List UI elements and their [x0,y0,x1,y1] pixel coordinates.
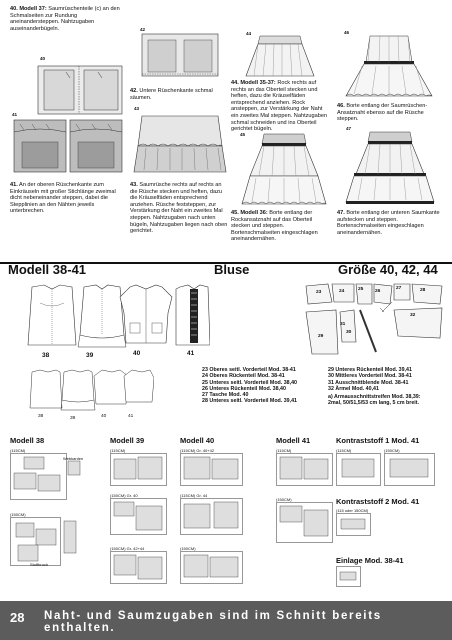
cutting-layout-m41-a [276,453,336,489]
layout-title-m41: Modell 41 [276,436,311,445]
figure-40-illustration [36,62,124,120]
layout-title-k2: Kontraststoff 2 Mod. 41 [336,497,420,506]
cutting-layout-m40-c [180,551,246,587]
step-num: 45. [231,210,239,216]
figure-45-illustration [240,132,328,208]
legend-item: 31 Ausschnittblende Mod. 38-41 [328,379,409,386]
layout-width: (150CM) [10,512,26,517]
cutting-layout-m41-b [276,502,336,546]
layout-width: (150CM) [180,546,196,551]
figure-47-illustration [342,130,438,208]
step-label: Modell 35-37: [240,80,276,86]
back-label-39: 39 [70,416,76,421]
step-body: Untere Rüschenkante schmal säumen. [130,88,213,101]
cutting-layout-m39-a [110,453,170,489]
legend-item: 24 Oberes Rückenteil Mod. 38-41 [202,373,285,380]
figure-number: 46 [344,30,350,35]
legend-item: 29 Unteres Rückenteil Mod. 39,41 [328,367,412,373]
step-47-text [337,210,443,236]
footer-text: Naht- und Saumzugaben sind im Schnitt bereits enthalten. [44,610,382,634]
step-label: Modell 36: [240,210,268,216]
step-num: 42. [130,88,138,94]
cutting-layout-m39-c [110,551,170,587]
model-header-center: Bluse [214,262,250,277]
front-views-illustration [22,283,210,351]
legend-item: a) Armausschnittstreifen Mod. 38,39: [328,394,421,401]
model-label-41: 41 [187,350,195,357]
figure-41-illustration [12,118,126,176]
step-43-text [130,182,228,235]
back-label-40: 40 [101,414,107,419]
cutting-layout-m38-a [10,453,100,505]
back-label-41: 41 [128,414,134,419]
layout-width: (115 oder 150CM) [336,508,369,513]
legend-item: 30 Mittleres Vorderteil Mod. 38-41 [328,373,412,380]
step-40-text [10,6,126,32]
legend-item: 25 Unteres seitl. Vorderteil Mod. 38,40 [202,379,297,386]
step-body: Saumrüsche rechts auf rechts an die Rüsche stecken und heften, dazu die Kräuselfäden entsprechend anziehen. Rüsche feststeppen, zur Verstärkung der Naht ein zweites Mal steppen. Nahtzugaben nach unten bügeln, Nahtzugaben liegen nach oben gerichtet. [130,182,228,235]
step-body: Borte entlang der Rockansatznaht auf das Oberteil stecken und steppen. Bortenschmalseiten eingeschlagen aneinandernähen. [231,210,318,243]
cutting-layout-m40-a [180,453,246,489]
layout-width: (150CM) Gr. 42+44 [110,546,145,551]
step-num: 47. [337,210,345,216]
cutting-layout-m39-b [110,498,170,538]
pattern-pieces-diagram [302,282,448,362]
piece-25: 25 [358,287,364,292]
step-label: Modell 37: [19,6,47,12]
layout-width: (115CM) [110,448,126,453]
step-45-text [231,210,331,243]
layout-title-k1: Kontraststoff 1 Mod. 41 [336,436,420,445]
step-44-text [231,80,331,133]
back-views-illustration [28,368,154,414]
piece-legend-left [202,367,326,405]
layout-width: (115CM) Gr. 40+42 [180,448,215,453]
step-body: Rock rechts auf rechts an das Oberteil stecken und heften, dazu die Kräuselfäden entsprechend anziehen. Rock ansteppen, zur Verstärkung der Naht ein zweites Mal steppen. Nahtzugaben schmal schneiden und ins Oberteil gerichtet bügeln. [231,80,328,133]
cutting-layout-k1 [336,453,446,489]
stoffbruch-label: Stoffbruch [30,562,49,567]
step-num: 44. [231,80,239,86]
legend-item: 23 Oberes seitl. Vorderteil Mod. 38-41 [202,367,296,373]
step-body: An der oberen Rüschenkante zum Einkräuseln mit großer Stichlänge zweimal dicht nebeneinander steppen, dabei die Stepplinien an den Nähten jeweils unterbrechen. [10,182,116,215]
step-42-text [130,88,228,101]
layout-width: (150CM) Gr. 40 [110,493,138,498]
layout-width: (150CM) [276,497,292,502]
step-num: 40. [10,6,18,12]
step-num: 43. [130,182,138,188]
figure-number: 47 [346,126,352,131]
cutting-layout-einlage [336,566,366,592]
legend-item: 28 Unteres seitl. Vorderteil Mod. 39,41 [202,398,297,405]
model-header-right: Größe 40, 42, 44 [338,262,438,277]
figure-number: 41 [12,112,18,117]
model-label-39: 39 [86,352,94,359]
step-num: 46. [337,103,345,109]
figure-46-illustration [342,34,436,100]
figure-number: 43 [134,106,140,111]
legend-item: 32 Ärmel Mod. 40,41 [328,385,379,392]
piece-31: 31 [340,322,346,327]
piece-29: 29 [318,334,324,339]
layout-width: (150CM) [384,448,400,453]
piece-legend-right [328,367,448,407]
piece-28: 28 [420,288,426,293]
cutting-layout-k2 [336,513,376,539]
webkanten-label: Webkanten [63,456,84,461]
figure-number: 45 [240,132,246,137]
figure-44-illustration [240,34,320,78]
layout-title-m40: Modell 40 [180,436,215,445]
layout-width: (115CM) [336,448,352,453]
step-body: Borte entlang der unteren Saumkante aufstecken und steppen. Bortenschmalseiten eingeschlagen aneinandernähen. [337,210,440,236]
figure-42-illustration [138,30,222,82]
model-label-38: 38 [42,352,50,359]
layout-title-m39: Modell 39 [110,436,145,445]
figure-number: 42 [140,27,146,32]
step-41-text [10,182,126,215]
cutting-layout-m38-b [10,517,100,571]
step-body: Saumrüschenteile (c) an den Schmalseiten zur Rundung aneinandersteppen. Nahtzugaben auseinanderbügeln. [10,6,120,32]
model-header-left: Modell 38-41 [8,262,87,277]
model-label-40: 40 [133,350,141,357]
step-46-text [337,103,443,123]
piece-32: 32 [410,313,416,318]
piece-24: 24 [339,289,345,294]
legend-item: 27 Tasche Mod. 40 [202,392,249,399]
layout-title-einlage: Einlage Mod. 38-41 [336,556,404,565]
figure-43-illustration [132,112,228,178]
layout-width: (115CM) Gr. 44 [180,493,208,498]
piece-26: 26 [375,289,381,294]
layout-width: (115CM) [276,448,292,453]
piece-23: 23 [316,290,322,295]
legend-item: 26 Unteres Rückenteil Mod. 38,40 [202,385,286,392]
figure-number: 44 [246,31,252,36]
piece-30: 30 [346,330,352,335]
layout-width: (115CM) [10,448,26,453]
figure-number: 40 [40,56,46,61]
step-num: 41. [10,182,18,188]
legend-item: 2mal, 50/51,5/53 cm lang, 5 cm breit. [328,400,419,407]
page-number: 28 [10,610,25,625]
layout-title-m38: Modell 38 [10,436,45,445]
piece-27: 27 [396,286,402,291]
back-label-38: 38 [38,414,44,419]
cutting-layout-m40-b [180,498,246,538]
step-body: Borte entlang der Saumrüschen-Ansatznaht ebenso auf die Rüsche steppen. [337,103,428,123]
